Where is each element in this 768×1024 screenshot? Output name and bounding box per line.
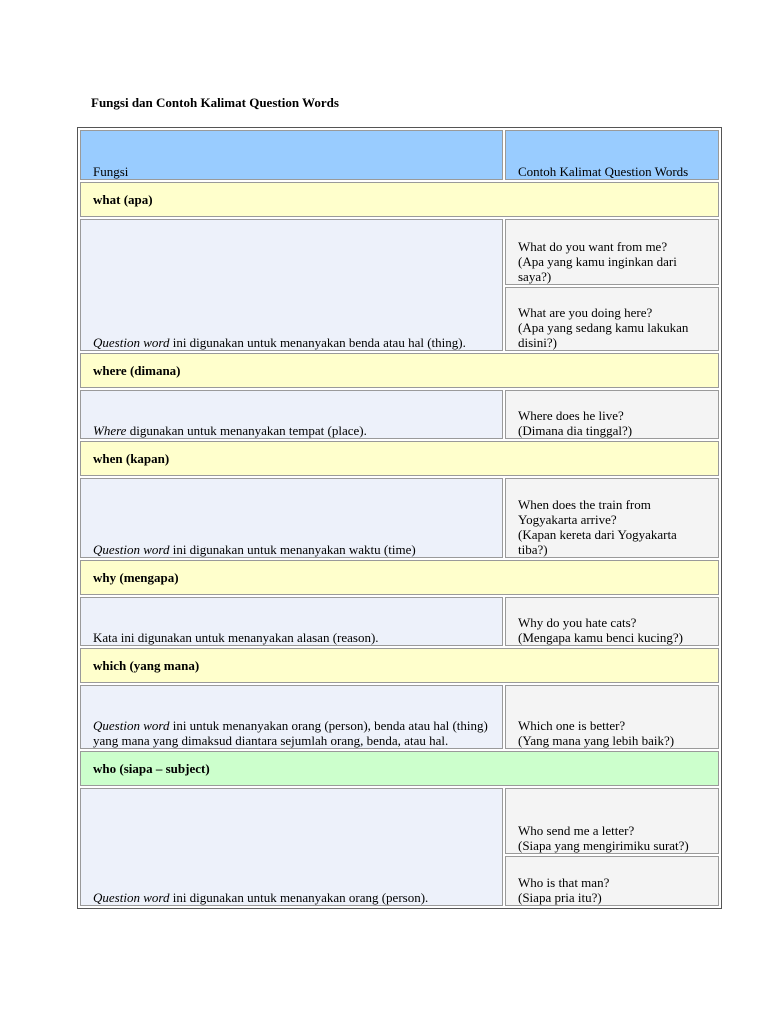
function-keyword: Where xyxy=(93,423,127,438)
header-contoh: Contoh Kalimat Question Words xyxy=(505,130,719,180)
function-who xyxy=(80,788,503,906)
category-row xyxy=(80,560,719,595)
category-why: why (mengapa) xyxy=(80,560,719,595)
table-row xyxy=(80,219,719,285)
example-what-2 xyxy=(505,287,719,351)
example-which-1 xyxy=(505,685,719,749)
table-row xyxy=(80,478,719,558)
example-who-1 xyxy=(505,788,719,854)
example-why-1 xyxy=(505,597,719,646)
function-where xyxy=(80,390,503,439)
example-where-1 xyxy=(505,390,719,439)
table-row xyxy=(80,788,719,854)
category-who: who (siapa – subject) xyxy=(80,751,719,786)
function-text: ini untuk menanyakan orang (person), benda atau hal (thing) yang mana yang dimaksud diantara sejumlah orang, benda, atau hal. xyxy=(93,718,488,748)
function-why xyxy=(80,597,503,646)
category-row xyxy=(80,182,719,217)
example-text: When does the train from Yogyakarta arrive? (Kapan kereta dari Yogyakarta tiba?) xyxy=(518,497,677,557)
function-which xyxy=(80,685,503,749)
function-keyword: Question word xyxy=(93,890,170,905)
example-text: Who send me a letter? (Siapa yang mengirimiku surat?) xyxy=(518,823,689,853)
document-title: Fungsi dan Contoh Kalimat Question Words xyxy=(91,95,339,110)
category-row xyxy=(80,353,719,388)
table-row xyxy=(80,685,719,749)
table-row xyxy=(80,597,719,646)
table-header-row xyxy=(80,130,719,180)
example-text: What do you want from me? (Apa yang kamu inginkan dari saya?) xyxy=(518,239,677,284)
example-text: Who is that man? (Siapa pria itu?) xyxy=(518,875,610,905)
function-keyword: Question word xyxy=(93,718,170,733)
function-what xyxy=(80,219,503,351)
category-what: what (apa) xyxy=(80,182,719,217)
function-keyword: Question word xyxy=(93,542,170,557)
function-when xyxy=(80,478,503,558)
example-text: What are you doing here? (Apa yang sedang kamu lakukan disini?) xyxy=(518,305,689,350)
category-row xyxy=(80,648,719,683)
header-fungsi: Fungsi xyxy=(80,130,503,180)
function-text: ini digunakan untuk menanyakan benda atau hal (thing). xyxy=(169,335,466,350)
category-when: when (kapan) xyxy=(80,441,719,476)
function-text: Kata ini digunakan untuk menanyakan alasan (reason). xyxy=(93,630,379,645)
example-text: Which one is better? (Yang mana yang lebih baik?) xyxy=(518,718,675,748)
function-text: ini digunakan untuk menanyakan orang (person). xyxy=(169,890,429,905)
category-where: where (dimana) xyxy=(80,353,719,388)
function-keyword: Question word xyxy=(93,335,170,350)
function-text: digunakan untuk menanyakan tempat (place). xyxy=(126,423,367,438)
question-words-table xyxy=(77,127,722,909)
example-text: Why do you hate cats? (Mengapa kamu benci kucing?) xyxy=(518,615,683,645)
example-what-1 xyxy=(505,219,719,285)
example-when-1 xyxy=(505,478,719,558)
category-which: which (yang mana) xyxy=(80,648,719,683)
example-text: Where does he live? (Dimana dia tinggal?) xyxy=(518,408,633,438)
category-row xyxy=(80,751,719,786)
category-row xyxy=(80,441,719,476)
function-text: ini digunakan untuk menanyakan waktu (time) xyxy=(169,542,416,557)
table-row xyxy=(80,390,719,439)
example-who-2 xyxy=(505,856,719,906)
